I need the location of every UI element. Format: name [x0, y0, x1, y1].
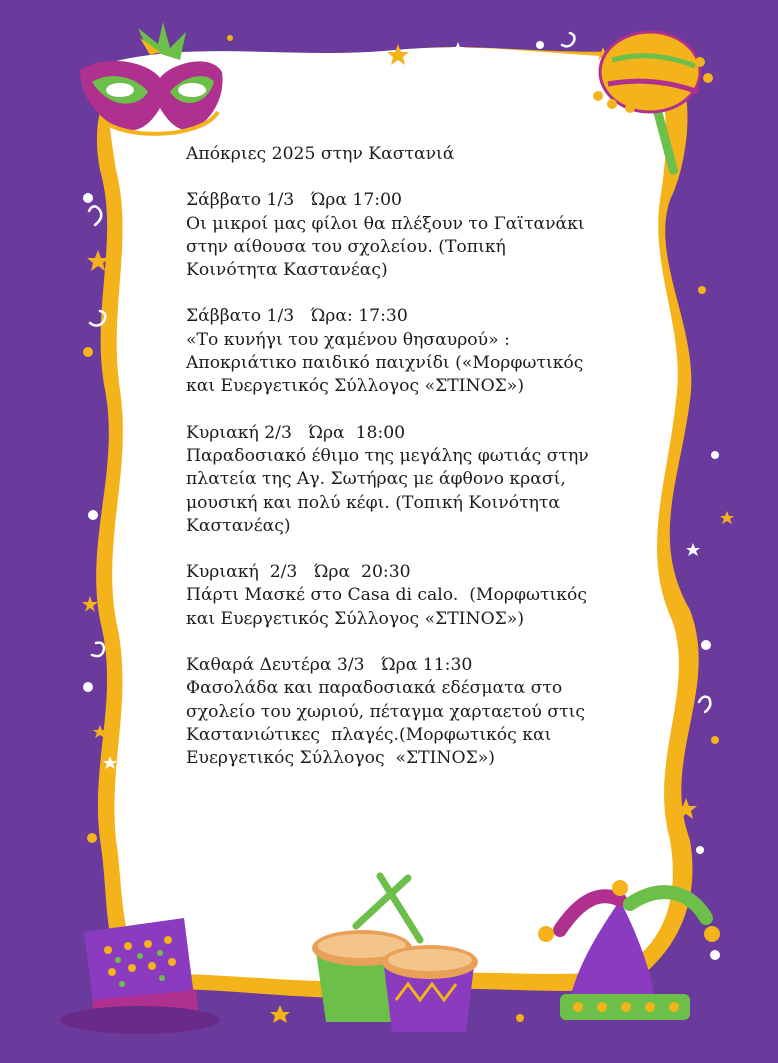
star-icon — [686, 543, 700, 556]
event-description-line: Καστανέας) — [186, 515, 291, 536]
event-description-line: Κοινότητα Καστανέας) — [186, 260, 388, 281]
star-icon — [82, 596, 98, 612]
star-icon — [720, 511, 734, 524]
event-datetime: Σάββατο 1/3 Ώρα 17:00 — [186, 190, 402, 211]
carnival-mask-icon — [80, 22, 223, 134]
event-schedule — [186, 143, 656, 794]
event-description-line: Πάρτι Μασκέ στο Casa di calo. (Μορφωτικός — [186, 585, 587, 606]
event-description-line: πλατεία της Αγ. Σωτήρας με άφθονο κρασί, — [186, 469, 566, 490]
event-block — [186, 305, 656, 398]
event-description-line: και Ευεργετικός Σύλλογος «ΣΤΙΝΟΣ») — [186, 376, 525, 397]
event-description-line: Οι μικροί μας φίλοι θα πλέξουν το Γαϊτανάκι — [186, 213, 585, 234]
event-datetime: Κυριακή 2/3 Ώρα 18:00 — [186, 422, 406, 443]
event-datetime: Κυριακή 2/3 Ώρα 20:30 — [186, 562, 411, 583]
event-block — [186, 561, 656, 631]
event-description-line: σχολείο του χωριού, πέταγμα χαρταετού στις — [186, 701, 585, 722]
event-description-line: Παραδοσιακό έθιμο της μεγάλης φωτιάς στην — [186, 445, 589, 466]
event-datetime: Καθαρά Δευτέρα 3/3 Ώρα 11:30 — [186, 655, 473, 676]
event-description-line: «Το κυνήγι του χαμένου θησαυρού» : — [186, 329, 510, 350]
event-block — [186, 654, 656, 770]
event-description-line: και Ευεργετικός Σύλλογος «ΣΤΙΝΟΣ») — [186, 608, 525, 629]
event-block — [186, 422, 656, 538]
event-datetime: Σάββατο 1/3 Ώρα: 17:30 — [186, 306, 408, 327]
event-description-line: Ευεργετικός Σύλλογος «ΣΤΙΝΟΣ») — [186, 748, 495, 769]
event-block — [186, 189, 656, 282]
event-description-line: Φασολάδα και παραδοσιακά εδέσματα στο — [186, 678, 563, 699]
event-description-line: μουσική και πολύ κέφι. (Τοπική Κοινότητα — [186, 492, 560, 513]
event-description-line: Αποκριάτικο παιδικό παιχνίδι («Μορφωτικός — [186, 353, 584, 374]
event-description-line: Καστανιώτικες πλαγές.(Μορφωτικός και — [186, 724, 552, 745]
event-description-line: στην αίθουσα του σχολείου. (Τοπική — [186, 236, 506, 257]
star-icon — [270, 1005, 290, 1023]
poster-title: Απόκριες 2025 στην Καστανιά — [186, 144, 455, 164]
